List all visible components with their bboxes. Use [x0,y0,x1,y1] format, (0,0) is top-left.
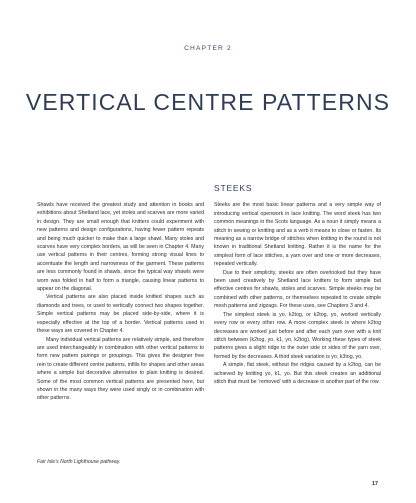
paragraph: Vertical patterns are also placed inside knitted shapes such as diamonds and trees, or used to vertically connect two shapes together. Simple vertical patterns may be placed side-by-side, where it is especially effective at the top of a border. Vertical patterns used in these ways are covered in Chapter 4. [37,294,204,335]
page-number: 17 [372,481,378,487]
chapter-label: CHAPTER 2 [184,45,232,52]
right-column [214,184,381,386]
paragraph: Shawls have received the greatest study and attention in books and exhibitions about Shetland lace, yet stoles and scarves are more varied in design. They are small enough that knitters could experiment with new patterns and design configurations, having fewer pattern repeats and being much quicker to make than a large shawl. Many stoles and scarves have very complex borders, as will be seen in Chapter 4. Many use vertical patterns in their centres, forming strong visual lines to accentuate the length and narrowness of the garment. These patterns are less commonly found in shawls, since the typical way shawls were worn was folded in half to form a triangle, causing linear patterns to appear on the diagonal. [37,202,204,293]
paragraph: A simple, flat steek, without the ridges caused by a k2tog, can be achieved by knitting yo, k1, yo. But this steek creates an additional stitch that must be ‘removed’ with a decrease in another part of the row. [214,362,381,385]
paragraph: Many individual vertical patterns are relatively simple, and therefore are used interchangeably in combination with other vertical patterns to form new pattern pairings or groupings. This gives the designer free rein to create different centre patterns, infills for shapes and other areas where a simple but decorative alternative to plain knitting is desired. Some of the most common vertical patterns are presented here, but shown in the many ways they were used singly or in combination with other patterns. [37,336,204,402]
page-title: VERTICAL CENTRE PATTERNS [25,89,391,116]
paragraph: Due to their simplicity, steeks are often overlooked but they have been used creatively by Shetland lace knitters to form simple but effective centres for shawls, stoles and scarves. Simple steeks may be combined with other patterns, or themselves repeated to create simple mesh patterns and zigzags. For these uses, see Chapters 3 and 4. [214,269,381,310]
section-heading: STEEKS [214,183,253,193]
figure-caption: Fair Isle’s North Lighthouse pathway. [37,459,121,465]
left-column [37,201,204,403]
paragraph: The simplest steek is yo, k2tog, or k2tog, yo, worked vertically every row or every other row. A more complex steek is where k2tog decreases are worked just before and after each yarn over with a knit stitch between (k2tog, yo, k1, yo, k2tog). Working these types of steek patterns gives a slight ridge to the outer side or sides of the yarn over, formed by the decreases. A third steek variation is yo, k3tog, yo. [214,311,381,360]
paragraph: Steeks are the most basic linear patterns and a very simple way of introducing vertical openwork in lace knitting. The word steek has two common meanings in the Scots language. As a noun it simply means a stitch in sewing or knitting and as a verb it means to close or fasten. Its meaning as a narrow bridge of stitches when knitting in the round is not known in traditional Shetland knitting. Rather it is the name for the simplest form of lace stitches, a yarn over and one or more decreases, repeated vertically. [214,202,381,268]
